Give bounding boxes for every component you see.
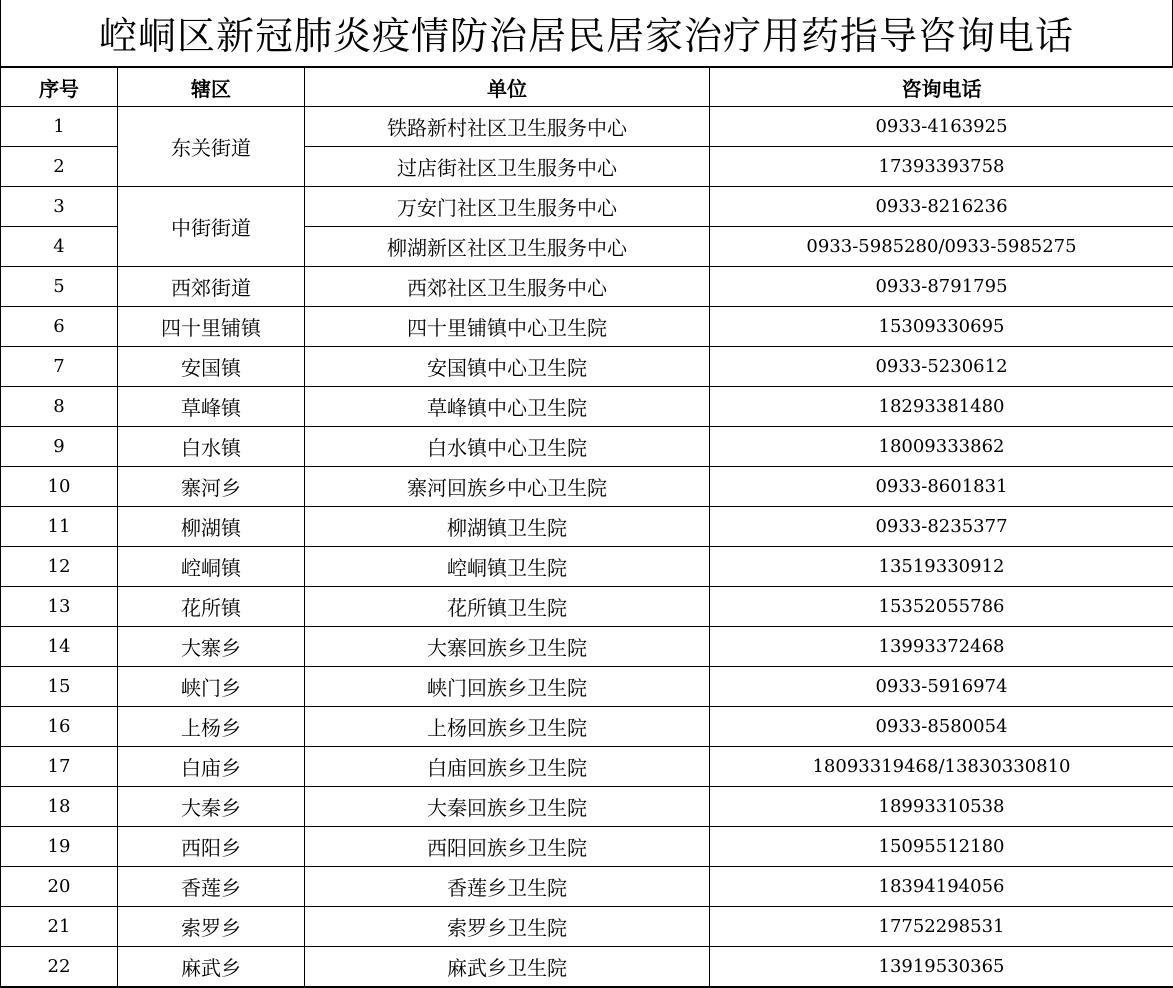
district-cell: 白水镇 [118,427,305,467]
district-cell: 麻武乡 [118,947,305,988]
table-row [1,187,1173,227]
unit-cell: 白庙回族乡卫生院 [305,747,710,787]
serial-number-cell: 21 [1,907,118,947]
serial-number-cell: 4 [1,227,118,267]
unit-cell: 香莲乡卫生院 [305,867,710,907]
table-row [1,667,1173,707]
unit-cell: 大寨回族乡卫生院 [305,627,710,667]
phone-cell: 18093319468/13830330810 [710,747,1173,787]
serial-number-cell: 9 [1,427,118,467]
unit-cell: 铁路新村社区卫生服务中心 [305,107,710,147]
table-row [1,387,1173,427]
unit-cell: 过店街社区卫生服务中心 [305,147,710,187]
table-row [1,867,1173,907]
table-row [1,427,1173,467]
district-cell: 花所镇 [118,587,305,627]
district-cell: 四十里铺镇 [118,307,305,347]
header-serial-number: 序号 [1,67,118,107]
district-cell: 索罗乡 [118,907,305,947]
unit-cell: 麻武乡卫生院 [305,947,710,988]
unit-cell: 崆峒镇卫生院 [305,547,710,587]
district-cell: 柳湖镇 [118,507,305,547]
table-row [1,907,1173,947]
table-row [1,787,1173,827]
table-row [1,947,1173,988]
unit-cell: 索罗乡卫生院 [305,907,710,947]
table-row [1,467,1173,507]
district-cell: 东关街道 [118,107,305,187]
phone-cell: 0933-5230612 [710,347,1173,387]
serial-number-cell: 22 [1,947,118,988]
serial-number-cell: 11 [1,507,118,547]
district-cell: 香莲乡 [118,867,305,907]
unit-cell: 草峰镇中心卫生院 [305,387,710,427]
phone-cell: 18009333862 [710,427,1173,467]
district-cell: 白庙乡 [118,747,305,787]
table-row [1,267,1173,307]
phone-cell: 0933-8216236 [710,187,1173,227]
unit-cell: 安国镇中心卫生院 [305,347,710,387]
header-phone: 咨询电话 [710,67,1173,107]
district-cell: 大寨乡 [118,627,305,667]
unit-cell: 上杨回族乡卫生院 [305,707,710,747]
phone-cell: 0933-8580054 [710,707,1173,747]
district-cell: 大秦乡 [118,787,305,827]
phone-cell: 0933-4163925 [710,107,1173,147]
serial-number-cell: 17 [1,747,118,787]
table-row [1,107,1173,147]
district-cell: 西阳乡 [118,827,305,867]
serial-number-cell: 15 [1,667,118,707]
consultation-phone-table [0,66,1173,988]
unit-cell: 四十里铺镇中心卫生院 [305,307,710,347]
district-cell: 安国镇 [118,347,305,387]
phone-cell: 17393393758 [710,147,1173,187]
phone-cell: 0933-5916974 [710,667,1173,707]
serial-number-cell: 8 [1,387,118,427]
serial-number-cell: 7 [1,347,118,387]
district-cell: 峡门乡 [118,667,305,707]
table-body [1,107,1173,988]
table-row [1,507,1173,547]
unit-cell: 西阳回族乡卫生院 [305,827,710,867]
district-cell: 中街街道 [118,187,305,267]
district-cell: 寨河乡 [118,467,305,507]
district-cell: 上杨乡 [118,707,305,747]
unit-cell: 西郊社区卫生服务中心 [305,267,710,307]
phone-cell: 18293381480 [710,387,1173,427]
serial-number-cell: 5 [1,267,118,307]
header-unit: 单位 [305,67,710,107]
phone-cell: 15352055786 [710,587,1173,627]
table-row [1,587,1173,627]
serial-number-cell: 20 [1,867,118,907]
phone-cell: 18394194056 [710,867,1173,907]
serial-number-cell: 6 [1,307,118,347]
district-cell: 崆峒镇 [118,547,305,587]
phone-cell: 0933-8601831 [710,467,1173,507]
serial-number-cell: 19 [1,827,118,867]
phone-cell: 13919530365 [710,947,1173,988]
serial-number-cell: 10 [1,467,118,507]
unit-cell: 柳湖新区社区卫生服务中心 [305,227,710,267]
district-cell: 西郊街道 [118,267,305,307]
unit-cell: 大秦回族乡卫生院 [305,787,710,827]
unit-cell: 峡门回族乡卫生院 [305,667,710,707]
table-row [1,827,1173,867]
unit-cell: 花所镇卫生院 [305,587,710,627]
phone-cell: 0933-8235377 [710,507,1173,547]
unit-cell: 万安门社区卫生服务中心 [305,187,710,227]
header-district: 辖区 [118,67,305,107]
table-row [1,547,1173,587]
serial-number-cell: 18 [1,787,118,827]
table-header-row [1,67,1173,107]
table-row [1,747,1173,787]
district-cell: 草峰镇 [118,387,305,427]
phone-cell: 0933-8791795 [710,267,1173,307]
phone-cell: 13993372468 [710,627,1173,667]
phone-cell: 15309330695 [710,307,1173,347]
unit-cell: 白水镇中心卫生院 [305,427,710,467]
serial-number-cell: 12 [1,547,118,587]
serial-number-cell: 2 [1,147,118,187]
table-row [1,347,1173,387]
table-row [1,307,1173,347]
serial-number-cell: 14 [1,627,118,667]
serial-number-cell: 16 [1,707,118,747]
table-row [1,707,1173,747]
serial-number-cell: 1 [1,107,118,147]
phone-cell: 15095512180 [710,827,1173,867]
serial-number-cell: 3 [1,187,118,227]
phone-cell: 0933-5985280/0933-5985275 [710,227,1173,267]
unit-cell: 柳湖镇卫生院 [305,507,710,547]
phone-cell: 18993310538 [710,787,1173,827]
page-title: 崆峒区新冠肺炎疫情防治居民居家治疗用药指导咨询电话 [0,0,1173,66]
phone-cell: 17752298531 [710,907,1173,947]
serial-number-cell: 13 [1,587,118,627]
unit-cell: 寨河回族乡中心卫生院 [305,467,710,507]
table-row [1,627,1173,667]
phone-cell: 13519330912 [710,547,1173,587]
